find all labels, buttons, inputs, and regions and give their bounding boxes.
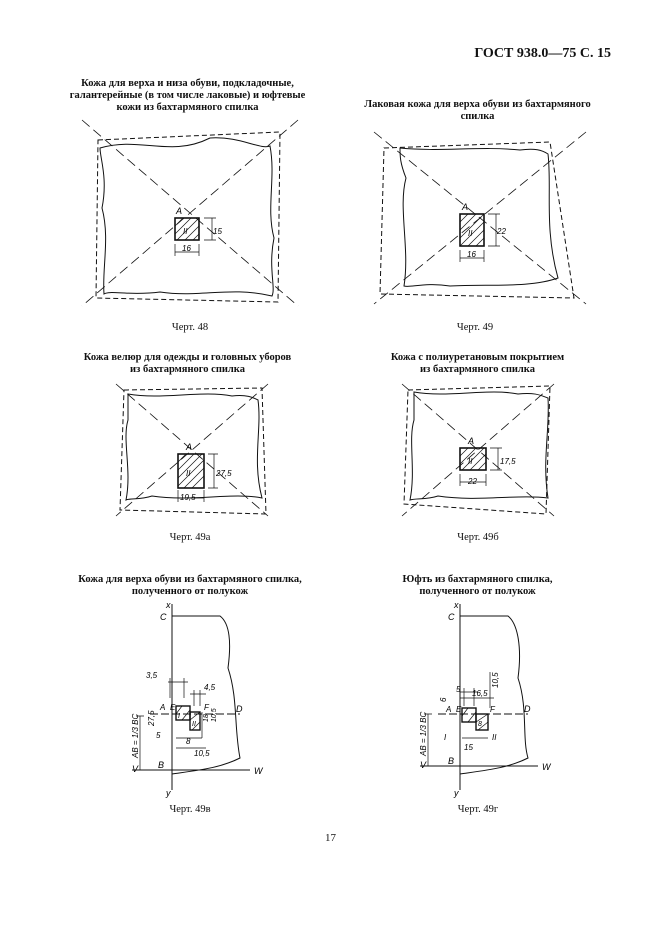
caption-chert-49g: Юфть из бахтармяного спилка, полученного от полукож bbox=[402, 574, 553, 597]
svg-text:D: D bbox=[236, 704, 243, 714]
svg-text:5: 5 bbox=[456, 685, 461, 694]
svg-text:y: y bbox=[166, 788, 171, 798]
svg-text:A: A bbox=[160, 703, 166, 712]
zone-label: II bbox=[183, 227, 188, 236]
caption-chert-49v: Кожа для верха обуви из бахтармяного спилка, полученного от полукож bbox=[78, 574, 302, 597]
page-number: 17 bbox=[325, 832, 336, 844]
svg-text:W: W bbox=[542, 762, 551, 772]
zone-label: II bbox=[468, 457, 473, 466]
svg-text:3,5: 3,5 bbox=[146, 671, 158, 680]
label-chert-49v: Черт. 49в bbox=[169, 804, 211, 815]
svg-text:I: I bbox=[444, 733, 447, 742]
svg-text:8: 8 bbox=[478, 721, 482, 728]
svg-text:E: E bbox=[170, 703, 176, 712]
svg-text:E: E bbox=[456, 705, 462, 714]
caption-chert-49b: Кожа с полиуретановым покрытием из бахтармяного спилка bbox=[390, 352, 565, 375]
svg-text:18: 18 bbox=[203, 714, 210, 722]
svg-text:x: x bbox=[166, 600, 171, 610]
svg-text:y: y bbox=[454, 788, 459, 798]
zone-label: II bbox=[468, 229, 473, 238]
page-header: ГОСТ 938.0—75 С. 15 bbox=[474, 46, 611, 61]
hide-diagram-chert-49b bbox=[398, 380, 558, 520]
svg-text:D: D bbox=[524, 704, 531, 714]
svg-text:F: F bbox=[204, 703, 209, 712]
svg-text:II: II bbox=[492, 733, 497, 742]
width-dimension: 19,5 bbox=[180, 493, 196, 502]
width-dimension: 16 bbox=[467, 250, 476, 259]
svg-text:B: B bbox=[158, 760, 165, 770]
svg-text:AB = 1/3 BC: AB = 1/3 BC bbox=[131, 713, 140, 758]
label-chert-49: Черт. 49 bbox=[456, 322, 494, 333]
label-chert-48: Черт. 48 bbox=[171, 322, 209, 333]
label-chert-49b: Черт. 49б bbox=[457, 532, 499, 543]
svg-text:x: x bbox=[454, 600, 459, 610]
svg-text:V: V bbox=[132, 764, 139, 774]
caption-chert-49: Лаковая кожа для верха обуви из бахтармяного спилка bbox=[364, 99, 591, 122]
svg-text:C: C bbox=[448, 612, 455, 622]
svg-text:5: 5 bbox=[156, 731, 161, 740]
point-label: A bbox=[186, 442, 193, 452]
svg-text:B: B bbox=[448, 756, 455, 766]
height-dimension: 17,5 bbox=[500, 457, 516, 466]
label-chert-49a: Черт. 49а bbox=[169, 532, 211, 543]
diagram-chert-49v bbox=[110, 598, 270, 798]
height-dimension: 27,5 bbox=[216, 469, 232, 478]
svg-text:10,5: 10,5 bbox=[491, 672, 500, 688]
height-dimension: 15 bbox=[213, 227, 222, 236]
svg-text:V: V bbox=[420, 760, 427, 770]
caption-chert-48: Кожа для верха и низа обуви, подкладочные, галантерейные (в том числе лаковые) и юфтевые кожи из бахтармяного спилка bbox=[69, 78, 306, 113]
width-dimension: 16 bbox=[182, 244, 191, 253]
hide-diagram-chert-48 bbox=[80, 118, 300, 308]
svg-text:AB = 1/3 BC: AB = 1/3 BC bbox=[419, 711, 428, 756]
svg-text:A: A bbox=[446, 705, 452, 714]
point-label: A bbox=[176, 206, 183, 216]
width-dimension: 22 bbox=[468, 477, 477, 486]
svg-text:10,5: 10,5 bbox=[194, 749, 210, 758]
svg-text:I: I bbox=[178, 713, 180, 720]
svg-text:16,5: 16,5 bbox=[472, 689, 488, 698]
height-dimension: 22 bbox=[497, 227, 506, 236]
svg-text:F: F bbox=[490, 705, 495, 714]
svg-text:15: 15 bbox=[464, 743, 473, 752]
label-chert-49g: Черт. 49г bbox=[457, 804, 499, 815]
zone-label: II bbox=[186, 469, 191, 478]
svg-text:8: 8 bbox=[186, 737, 191, 746]
svg-text:27,5: 27,5 bbox=[147, 710, 156, 726]
svg-text:W: W bbox=[254, 766, 263, 776]
svg-text:10,5: 10,5 bbox=[211, 708, 218, 722]
caption-chert-49a: Кожа велюр для одежды и головных уборов из бахтармяного спилка bbox=[83, 352, 292, 375]
diagram-chert-49g bbox=[398, 598, 558, 798]
svg-text:II: II bbox=[192, 721, 196, 728]
hide-diagram-chert-49 bbox=[370, 128, 590, 308]
point-label: A bbox=[468, 436, 475, 446]
hide-diagram-chert-49a bbox=[112, 380, 272, 520]
svg-text:C: C bbox=[160, 612, 167, 622]
point-label: A bbox=[462, 202, 469, 212]
svg-text:6: 6 bbox=[439, 697, 448, 702]
svg-text:4,5: 4,5 bbox=[204, 683, 216, 692]
